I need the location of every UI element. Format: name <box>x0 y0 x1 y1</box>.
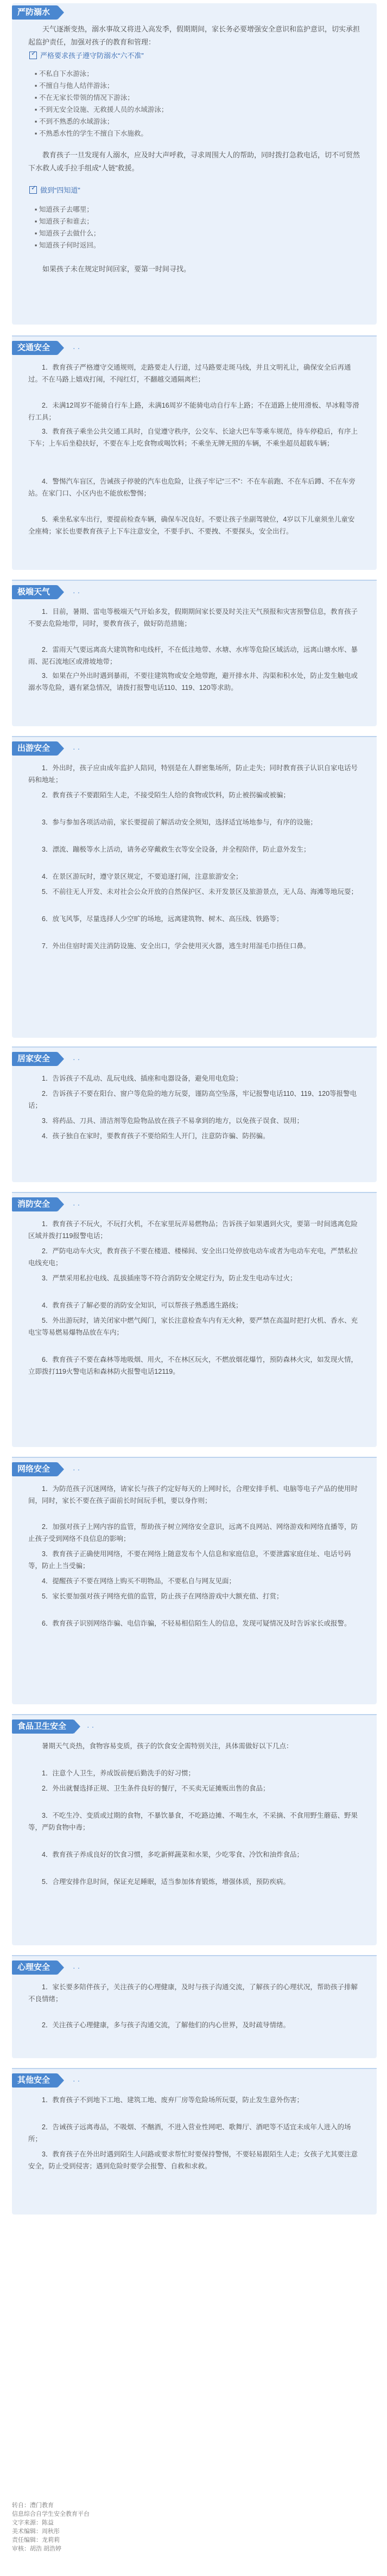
list-item: 3．严禁采用私拉电线、乱拔插座等不符合消防安全规定行为，防止发生电动车过火； <box>42 1274 297 1282</box>
list-item: 3．教育孩子正确使用网络，不要在网络上随意发布个人信息和家庭信息，不要泄露家庭住址、电话号码等，防止上当受骗； <box>28 1550 351 1570</box>
list-item-text: 不到不熟悉的水域游泳； <box>39 118 114 125</box>
list-item: 4．教育孩子养成良好的饮食习惯，多吃新鲜蔬菜和水果，少吃零食、冷饮和油炸食品； <box>42 1851 303 1858</box>
list-item: 3．不吃生冷、变质或过期的食物，不暴饮暴食，不吃路边摊、不喝生水，不采摘、不食用野生蘑菇、野果等，严防食物中毒； <box>28 1812 358 1831</box>
list-item: 3．教育孩子在外出时遇到陌生人问路或要求帮忙时要保持警惕，不要轻易跟陌生人走；女孩子尤其要注意安全，防止受到侵害；遇到危险时要学会报警、自救和求救。 <box>28 2150 358 2170</box>
checkbox-icon <box>29 52 37 59</box>
checkbox-icon <box>29 186 37 194</box>
list-item: 1．注意个人卫生，养成饭前便后勤洗手的好习惯； <box>42 1769 195 1777</box>
list-item: 6．教育孩子识别网络诈骗、电信诈骗，不轻易相信陌生人的信息，发现可疑情况及时告诉家长或报警。 <box>42 1620 351 1627</box>
divider <box>12 2068 377 2069</box>
list-item: 2．加强对孩子上网内容的监管，帮助孩子树立网络安全意识，远离不良网站、网络游戏和网络直播等，防止孩子受到网络不良信息的影响； <box>28 1523 358 1543</box>
divider <box>12 1046 377 1048</box>
list-item: 6．放飞风筝，尽量选择人少空旷的场地，远离建筑物、树木、高压线、铁路等； <box>42 915 283 923</box>
list-item-text: 不私自下水游泳； <box>39 70 93 78</box>
list-item: 6．教育孩子不要在森林等地吸烟、用火，不在林区玩火，不燃放烟花爆竹，预防森林火灾，如发现火情，立即拨打119火警电话和森林防火报警电话12119。 <box>28 1356 358 1375</box>
decorative-dots: ·· <box>73 1963 83 1972</box>
section-intro: 天气逐渐变热，溺水事故又将进入高发季，假期期间，家长务必要增强安全意识和监护意识，切实承担起监护责任，加强对孩子的教育和管理： <box>28 25 360 46</box>
list-item: 1．教育孩子不到地下工地、建筑工地、废弃厂房等危险场所玩耍，防止发生意外伤害； <box>42 2096 303 2104</box>
list-item: 3．将药品、刀具、清洁剂等危险物品放在孩子不易拿到的地方，以免孩子误食、误用； <box>42 1117 303 1125</box>
list-item: 5．乘坐私家车出行，要提前检查车辆，确保车况良好。不要让孩子坐副驾驶位，4岁以下儿童须坐儿童安全座椅；家长也要教育孩子上下车注意安全，不要手扒、不要拽、不要探头，安全出行。 <box>28 516 355 535</box>
credit-line: 文字来源：陈益 <box>12 2520 54 2526</box>
list-item-text: 不到无安全设施、无救援人员的水域游泳； <box>39 106 168 113</box>
list-item: ▪ 知道孩子何时返回。 <box>35 242 100 249</box>
list-item: 3．漂流、蹦极等水上活动，请务必穿戴救生衣等安全设备，并全程陪伴，防止意外发生； <box>42 846 310 853</box>
list-item: 7．外出住宿时需关注消防设施、安全出口，学会使用灭火器，逃生时用湿毛巾捂住口鼻。 <box>42 942 310 950</box>
divider <box>12 1457 377 1458</box>
decorative-dots: ·· <box>73 588 83 597</box>
list-item: ▪ 知道孩子去哪里； <box>35 206 93 213</box>
list-item: 5．外出游玩时，请关闭家中燃气阀门，家长注意检查车内有无火种，要严禁在高温时把打火机、香水、充电宝等易燃易爆物品放在车内； <box>28 1317 358 1336</box>
section-badge-label: 网络安全 <box>17 1464 50 1474</box>
section-badge <box>12 1052 58 1066</box>
checklist-title-text: 做到“四知道” <box>40 186 80 194</box>
section-badge <box>12 1462 58 1476</box>
list-item: 5．合理安排作息时间，保证充足睡眠，适当参加体育锻炼，增强体质，预防疾病。 <box>42 1878 290 1886</box>
credit-line: 审核：胡浩 胡浩婷 <box>12 2546 62 2552</box>
list-item: 4．警惕汽车盲区，告诫孩子停驶的汽车也危险，让孩子牢记“三不”：不在车前跑、不在车后蹲、不在车旁站。在家门口、小区内也不能放松警惕； <box>28 478 356 497</box>
section-badge-label: 出游安全 <box>17 744 50 753</box>
list-item: 1．外出时，孩子应由成年监护人陪同，特别是在人群密集场所，防止走失；同时教育孩子认识自家电话号码和地址； <box>28 764 358 784</box>
decorative-dots: ·· <box>73 1465 83 1474</box>
decorative-dots: ·· <box>73 2076 83 2085</box>
checklist-title-text: 严格要求孩子遵守防溺水“六不准” <box>40 52 144 60</box>
list-item-text: 知道孩子和谁去； <box>39 218 93 225</box>
section-other <box>12 2068 377 2215</box>
section-badge <box>12 2073 58 2088</box>
decorative-dots: ·· <box>87 1722 97 1731</box>
section-badge <box>12 341 58 355</box>
list-item: ▪ 知道孩子和谁去； <box>35 218 93 225</box>
list-item: 2．关注孩子心理健康，多与孩子沟通交流，了解他们的内心世界，及时疏导情绪。 <box>42 2021 290 2029</box>
credit-line: 转自：澧门教育 <box>12 2502 54 2509</box>
section-traffic <box>12 335 377 570</box>
credit-line: 信息综合自学生安全教育平台 <box>12 2511 90 2517</box>
divider <box>12 1714 377 1715</box>
list-item: 3．如果在户外出时遇到暴雨，不要往建筑物或安全地带跑，避开排水井、沟渠和积水处，防止发生触电或溺水等危险，遇有紧急情况，请拨打报警电话110、119、120等求助。 <box>28 672 358 691</box>
list-item: 4．在景区游玩时，遵守景区规定，不要追逐打闹，注意旅游安全； <box>42 873 243 880</box>
list-item: 4．孩子独自在家时，要教育孩子不要给陌生人开门，注意防诈骗、防拐骗。 <box>42 1132 270 1140</box>
list-item-text: 不熟悉水性的学生不擅自下水施救。 <box>39 130 148 137</box>
list-item: 4．提醒孩子不要在网络上购买不明物品，不要私自与网友见面； <box>42 1577 236 1585</box>
list-item-text: 不擅自与他人结伴游泳； <box>39 82 114 90</box>
list-item: 2．外出就餐选择正规、卫生条件良好的餐厅，不买卖无证摊贩出售的食品； <box>42 1785 270 1792</box>
section-badge <box>12 741 58 756</box>
list-item-text: 知道孩子去做什么； <box>39 230 100 237</box>
section-badge <box>12 1720 74 1734</box>
divider <box>12 580 377 581</box>
list-item: 1．目前，暑期、雷电等极端天气开始多发，假期期间家长要及时关注天气预报和灾害预警信息，教育孩子不要去危险地带，同时，要教育孩子，做好防范措施； <box>28 608 358 627</box>
section-badge <box>12 1960 58 1975</box>
list-item: 2．严防电动车火灾，教育孩子不要在楼道、楼梯间、安全出口处停放电动车或者为电动车充电，严禁私拉电线充电； <box>28 1247 358 1267</box>
section-badge <box>12 1197 58 1211</box>
list-item: 3．教育孩子乘坐公共交通工具时，自觉遵守秩序，公交车、长途大巴车等乘车规范，待车停稳后，有序上下车；上车后坐稳扶好，不要在车上吃食物或喝饮料；不乘坐无牌无照的车辆，不乘坐超员超载车辆； <box>28 428 358 447</box>
section-mental <box>12 1955 377 2058</box>
section-intro: 暑期天气炎热，食物容易变质，孩子的饮食安全需特别关注，具体需做好以下几点： <box>42 1742 293 1750</box>
list-item: 3．参与参加各项活动前，家长要提前了解活动安全须知，选择适宜场地参与，有序的设施； <box>42 819 317 826</box>
section-paragraph: 如果孩子未在规定时间回家，要第一时间寻找。 <box>42 265 191 273</box>
section-paragraph: 教育孩子一旦发现有人溺水，应及时大声呼救，寻求周围大人的帮助，同时拨打急救电话，切不可贸然下水救人或手拉手组成“人链”救援。 <box>28 151 360 172</box>
list-item: ▪ 不在无家长带领的情况下游泳； <box>35 94 134 101</box>
list-item: 1．教育孩子严格遵守交通规则，走路要走人行道，过马路要走斑马线，并且文明礼让，确保安全后再通过。不在马路上嬉戏打闹，不闯红灯，不翻越交通隔离栏； <box>28 364 351 383</box>
list-item: 2．告诉孩子不要在阳台、窗户等危险的地方玩耍，谨防高空坠落，牢记报警电话110、119、120等报警电话； <box>28 1090 357 1109</box>
section-badge-label: 消防安全 <box>17 1200 50 1209</box>
decorative-dots: ·· <box>73 1055 83 1063</box>
list-item: 1．教育孩子不玩火，不玩打火机，不在家里玩弄易燃物品；告诉孩子如果遇到火灾，要第一时间逃离危险区域并拨打119报警电话； <box>28 1220 358 1240</box>
section-home <box>12 1046 377 1182</box>
decorative-dots: ·· <box>73 1200 83 1209</box>
section-badge-label: 交通安全 <box>17 343 50 352</box>
divider <box>12 335 377 337</box>
list-item: ▪ 不熟悉水性的学生不擅自下水施救。 <box>35 130 148 137</box>
list-item: 5．不前往无人开发、未对社会公众开放的自然保护区、未开发景区及旅游景点，无人岛、海滩等地玩耍； <box>42 888 358 896</box>
list-item: ▪ 不私自下水游泳； <box>35 70 93 78</box>
list-item: 2．告诫孩子远离毒品，不吸烟、不酗酒，不进入营业性网吧、歌舞厅、酒吧等不适宜未成年人进入的场所； <box>28 2123 351 2143</box>
credit-line: 责任编辑：龙莉莉 <box>12 2537 60 2543</box>
list-item-text: 知道孩子何时返回。 <box>39 242 100 249</box>
section-badge <box>12 5 58 20</box>
credits <box>12 2501 90 2553</box>
divider <box>12 1192 377 1193</box>
list-item: ▪ 不到不熟悉的水域游泳； <box>35 118 114 125</box>
section-badge-label: 居家安全 <box>17 1054 50 1063</box>
list-item: 1．家长要多陪伴孩子，关注孩子的心理健康，及时与孩子沟通交流，了解孩子的心理状况，帮助孩子排解不良情绪； <box>28 1983 358 2003</box>
section-food <box>12 1714 377 1945</box>
divider <box>12 736 377 737</box>
credit-line: 美术编辑：周秋彤 <box>12 2528 60 2535</box>
list-item: 2．雷雨天气要远离高大建筑物和电线杆，不在低洼地带、水塘、水库等危险区域活动，远离山塘水库、暴雨、泥石流地区或滑坡地带； <box>28 646 358 665</box>
list-item: ▪ 知道孩子去做什么； <box>35 230 100 237</box>
list-item: 2．未满12周岁不能骑自行车上路，未满16周岁不能骑电动自行车上路；不在道路上使用滑板、旱冰鞋等滑行工具； <box>28 402 359 421</box>
section-badge-label: 其他安全 <box>17 2076 50 2085</box>
list-item-text: 知道孩子去哪里； <box>39 206 93 213</box>
list-item: 5．家长要加强对孩子网络充值的监管，防止孩子在网络游戏中大额充值、打赏； <box>42 1592 283 1600</box>
decorative-dots: ·· <box>73 344 83 352</box>
divider <box>12 1955 377 1956</box>
checklist-title <box>29 50 144 60</box>
checklist-title <box>29 185 80 195</box>
list-item: 4．教育孩子了解必要的消防安全知识，可以帮孩子熟悉逃生路线； <box>42 1302 243 1309</box>
section-drowning <box>12 3 377 325</box>
section-fire <box>12 1192 377 1447</box>
list-item-text: 不在无家长带领的情况下游泳； <box>39 94 134 101</box>
section-weather <box>12 580 377 726</box>
section-network <box>12 1457 377 1704</box>
decorative-dots: ·· <box>73 744 83 753</box>
list-item: 1．告诉孩子不乱动、乱玩电线、插座和电器设备，避免用电危险； <box>42 1075 243 1082</box>
list-item: ▪ 不到无安全设施、无救援人员的水域游泳； <box>35 106 168 113</box>
list-item: ▪ 不擅自与他人结伴游泳； <box>35 82 114 90</box>
section-badge <box>12 585 58 599</box>
section-badge-label: 严防溺水 <box>17 8 50 17</box>
list-item: 1．为防范孩子沉迷网络，请家长与孩子约定好每天的上网时长，合理安排手机、电脑等电子产品的使用时间，同时，家长不要在孩子面前长时间玩手机，要以身作则； <box>28 1485 358 1505</box>
section-badge-label: 食品卫生安全 <box>17 1722 67 1731</box>
section-badge-label: 极端天气 <box>17 587 50 597</box>
section-badge-label: 心理安全 <box>17 1963 50 1972</box>
list-item: 2．教育孩子不要跟陌生人走，不接受陌生人给的食物或饮料，防止被拐骗或被骗； <box>42 791 290 799</box>
section-travel <box>12 736 377 1038</box>
